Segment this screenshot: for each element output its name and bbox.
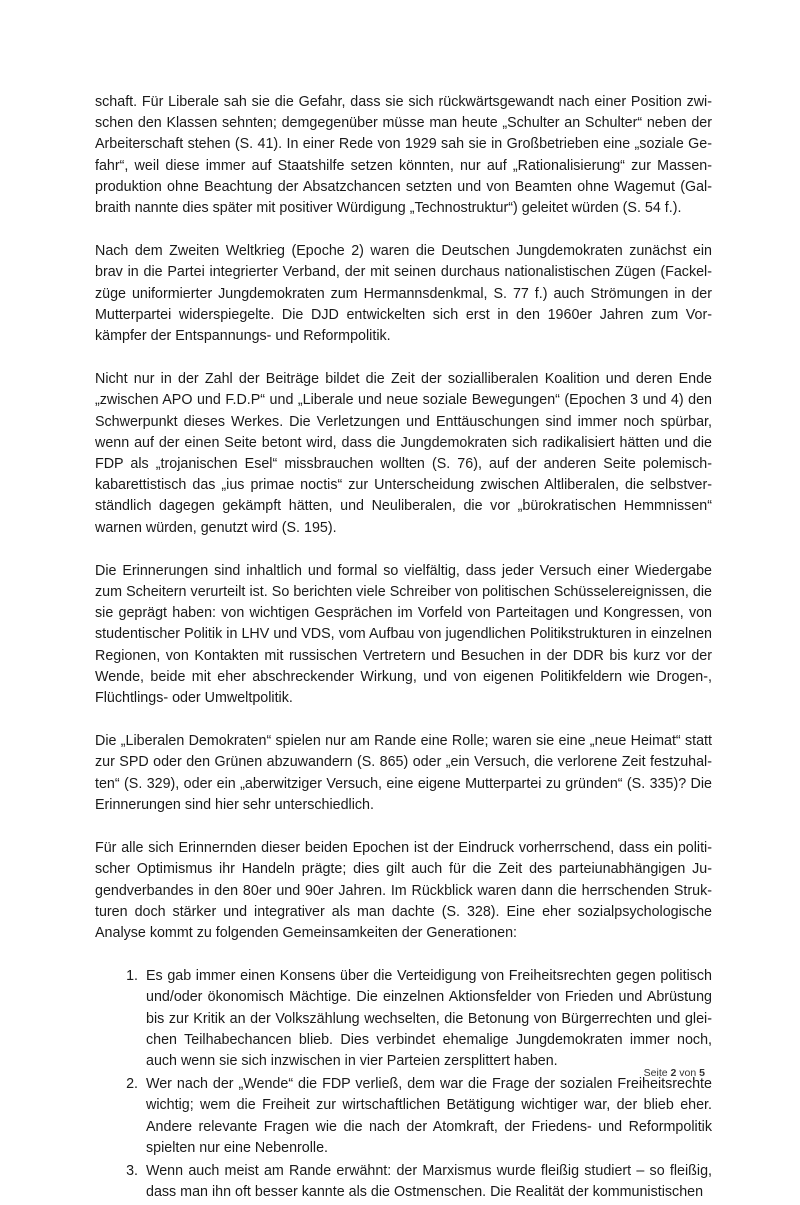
total-page-number: 5 — [699, 1067, 705, 1079]
list-item: 2. Wer nach der „Wende“ die FDP verließ, dem war die Frage der sozialen Freiheitsrechte wichtig; wem die Freiheit zur wirtschaftlichen Betätigung wichtiger war, der blieb eher. Andere relevante Fragen wie die nach der Atomkraft, der Friedens- und Reformpolitik spielten nur eine Nebenrolle. — [142, 1074, 712, 1159]
paragraph-1: schaft. Für Liberale sah sie die Gefahr, dass sie sich rückwärtsgewandt nach einer Position zwischen den Klassen sehnten; demgegenüber müsse man heute „Schulter an Schulter“ neben der Arbeiterschaft stehen (S. 41). In einer Rede von 1929 sah sie in Großbetrieben eine „soziale Gefahr“, weil diese immer auf Staatshilfe setzen könnten, nur auf „Rationalisierung“ zur Massenproduktion ohne Beachtung der Absatzchancen setzten und von Beamten ohne Wagemut (Galbraith nannte dies später mit positiver Würdigung „Technostruktur“) geleitet würden (S. 54 f.). — [95, 94, 712, 217]
document-body — [95, 92, 712, 1205]
paragraph-2: Nach dem Zweiten Weltkrieg (Epoche 2) waren die Deutschen Jungdemokraten zunächst ein brav in die Partei integrierter Verband, der mit seinen durchaus nationalistischen Zügen (Fackelzüge uniformierter Jungdemokraten zum Hermannsdenkmal, S. 77 f.) auch Strömungen in der Mutterpartei widerspiegelte. Die DJD entwickelten sich erst in den 1960er Jahren zum Vorkämpfer der Entspannungs- und Reformpolitik. — [95, 243, 712, 345]
list-item: 3. Wenn auch meist am Rande erwähnt: der Marxismus wurde fleißig studiert – so fleißig, dass man ihn oft besser kannte als die Ostmenschen. Die Realität der kommunistischen — [142, 1161, 712, 1203]
footer-prefix: Seite — [643, 1067, 668, 1079]
paragraph-4: Die Erinnerungen sind inhaltlich und formal so vielfältig, dass jeder Versuch einer Wiedergabe zum Scheitern verurteilt ist. So berichten viele Schreiber von politischen Schüsselereignissen, die sie geprägt haben: von wichtigen Gesprächen im Vorfeld von Parteitagen und Kongressen, von studentischer Politik in LHV und VDS, vom Aufbau von jugendlichen Politikstrukturen in einzelnen Regionen, von Kontakten mit russischen Vertretern und Besuchen in der DDR bis kurz vor der Wende, beide mit eher abschreckender Wirkung, und von eigenen Politikfeldern wie Drogen-, Flüchtlings- oder Umweltpolitik. — [95, 562, 712, 707]
page-number-footer — [644, 1067, 705, 1079]
footer-separator: von — [679, 1067, 697, 1079]
list-item: 1. Es gab immer einen Konsens über die Verteidigung von Freiheitsrechten gegen politisch und/oder ökonomisch Mächtige. Die einzelnen Aktionsfelder von Frieden und Abrüstung bis zur Kritik an der Volkszählung wechselten, die Betonung von Bürgerrechten und gleichen Teilhabechancen blieb. Dies verbindet ehemalige Jungdemokraten immer noch, auch wenn sie sich inzwischen in vier Parteien zersplittert haben. — [142, 966, 712, 1072]
numbered-list — [95, 966, 712, 1203]
current-page-number: 2 — [670, 1067, 677, 1079]
paragraph-6: Für alle sich Erinnernden dieser beiden Epochen ist der Eindruck vorherrschend, dass ein politischer Optimismus ihr Handeln prägte; dies gilt auch für die Zeit des parteiunabhängigen Jugendverbandes in den 80er und 90er Jahren. Im Rückblick waren dann die herrschenden Strukturen doch stärker und integrativer als man dachte (S. 328). Eine eher sozialpsychologische Analyse kommt zu folgenden Gemeinsamkeiten der Generationen: — [95, 840, 712, 941]
paragraph-5: Die „Liberalen Demokraten“ spielen nur am Rande eine Rolle; waren sie eine „neue Heimat“ statt zur SPD oder den Grünen abzuwandern (S. 865) oder „ein Versuch, die verlorene Zeit festzuhalten“ (S. 329), oder ein „aberwitziger Versuch, eine eigene Mutterpartei zu gründen“ (S. 335)? Die Erinnerungen sind hier sehr unterschiedlich. — [95, 733, 712, 813]
paragraph-3: Nicht nur in der Zahl der Beiträge bildet die Zeit der sozialliberalen Koalition und deren Ende „zwischen APO und F.D.P“ und „Liberale und neue soziale Bewegungen“ (Epochen 3 und 4) den Schwerpunkt dieses Werkes. Die Verletzungen und Enttäuschungen sind immer noch spürbar, wenn auf der einen Seite betont wird, dass die Jungdemokraten sich radikalisiert hätten und die FDP als „trojanischen Esel“ missbrauchen wollten (S. 76), auf der anderen Seite polemisch-kabarettistisch das „ius primae noctis“ zur Unterscheidung zwischen Altliberalen, die selbstverständlich dagegen gekämpft hätten, und Neuliberalen, die vor „bürokratischen Hemmnissen“ warnen würden, genutzt wird (S. 195). — [95, 371, 712, 536]
